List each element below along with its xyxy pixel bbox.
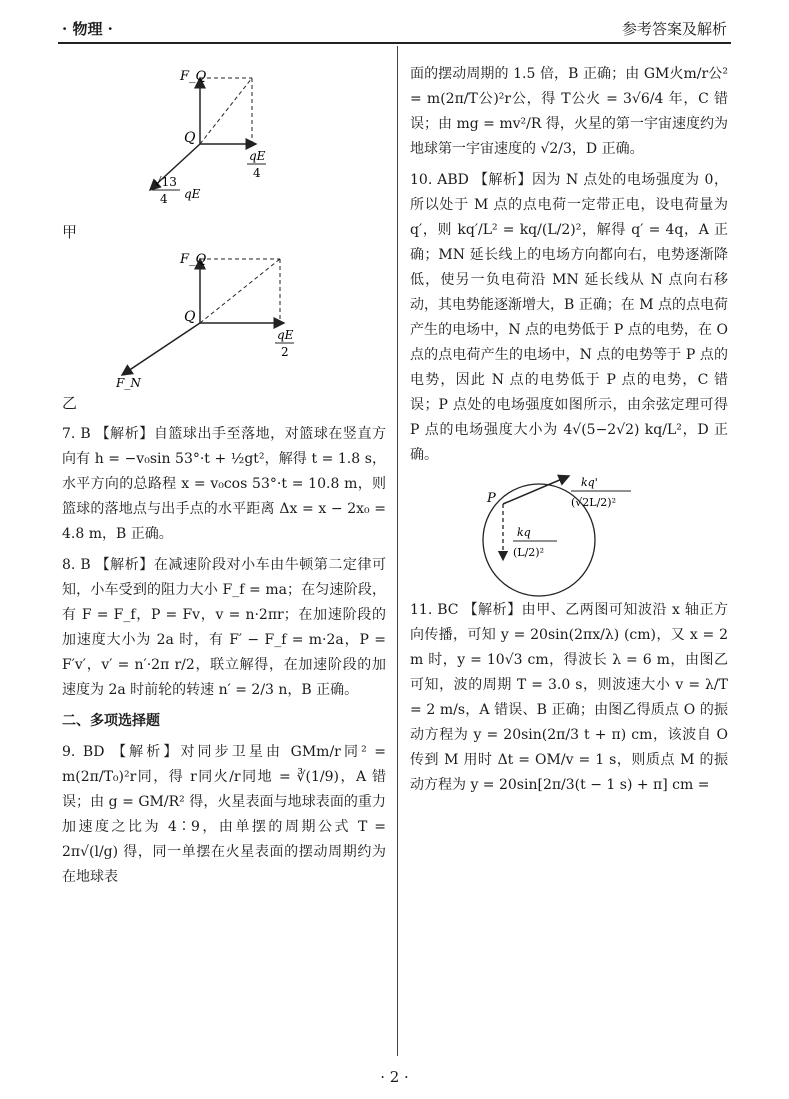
p-point-label: P <box>487 491 496 506</box>
q-point-label: Q <box>184 309 196 325</box>
fq-label: F_Q <box>180 252 207 267</box>
force-diagram-jia <box>94 62 354 220</box>
figure-caption-jia: 甲 <box>62 223 78 241</box>
document-title: 参考答案及解析 <box>621 20 727 38</box>
qe-label: qE <box>249 149 266 163</box>
q-point-label: Q <box>184 130 196 146</box>
kq1-denominator: (√2L/2)² <box>571 496 617 509</box>
answer-9-continued: 面的摆动周期的 1.5 倍，B 正确；由 GM火m/r公² = m(2π/T公)²r公，得 T公火 = 3√6/4 年，C 错误；由 mg = mv²/R 得，火星的第一宇宙速度约为地球第一宇宙速度的 √2/3，D 正确。 <box>410 66 728 157</box>
column-divider <box>397 46 398 1056</box>
kq2-label: kq <box>517 526 531 539</box>
answer-10: 10. ABD 【解析】因为 N 点处的电场强度为 0，所以处于 M 点的点电荷一定带正电，设电荷量为 q′，则 kq′/L² = kq/(L/2)²，解得 q′ = 4q，A 正确；MN 延长线上的电场方向都向右，电势逐渐降低，使另一负电荷沿 MN 延长线从 N 点向右移动，其电势能逐渐增大，B 正确；在 M 点的点电荷产生的电场中，N 点的电势低于 P 点的电势，在 O 点的点电荷产生的电场中，N 点的电势等于 P 点的电势，因此 N 点的电势低于 P 点的电势，C 错误；P 点处的电场强度如图所示，由余弦定理可得 P 点的电场强度大小为 4√(5−2√2) kq/L²，D 正确。 <box>410 172 728 463</box>
fn-qe: qE <box>184 187 201 201</box>
answer-9: 9. BD 【解析】对同步卫星由 GMm/r同² = m(2π/T₀)²r同，得 r同火/r同地 = ∛(1/9)，A 错误；由 g = GM/R² 得，火星表面与地球表面的重力加速度之比为 4∶9，由单摆的周期公式 T = 2π√(l/g) 得，同一单摆在火星表面的摆动周期约为在地球表 <box>62 744 386 885</box>
subject-label: · 物理 · <box>62 20 113 38</box>
header-rule <box>58 42 731 44</box>
left-column <box>62 62 386 896</box>
fn-denominator: 4 <box>160 192 168 206</box>
kq2-denominator: (L/2)² <box>513 546 545 559</box>
fq-label: F_Q <box>180 69 207 84</box>
page-number: · 2 · <box>380 1068 409 1086</box>
qe-label: qE <box>277 328 294 342</box>
answer-11: 11. BC 【解析】由甲、乙两图可知波沿 x 轴正方向传播，可知 y = 20sin(2πx/λ) (cm)，又 x = 2 m 时，y = 10√3 cm，得波长 λ = 6 m，由图乙可知，波的周期 T = 3.0 s，则波速大小 v = λ/T = 2 m/s，A 错误、B 正确；由图乙得质点 O 的振动方程为 y = 20sin(2π/3 t + π) cm，该波自 O 传到 M 用时 Δt = OM/v = 1 s，则质点 M 的振动方程为 y = 20sin[2π/3(t − 1 s) + π] cm = <box>410 602 728 793</box>
qe-denominator: 4 <box>253 166 261 180</box>
force-diagram-yi <box>94 251 354 391</box>
fn-label: F_N <box>116 376 141 390</box>
section-heading: 二、多项选择题 <box>62 713 160 729</box>
fn-numerator: √13 <box>154 175 177 189</box>
figure-caption-yi: 乙 <box>62 394 78 412</box>
right-column <box>410 62 728 804</box>
answer-7: 7. B 【解析】自篮球出手至落地，对篮球在竖直方向有 h = −v₀sin 53°·t + ½gt²，解得 t = 1.8 s，水平方向的总路程 x = v₀cos 53°·t = 10.8 m，则篮球的落地点与出手点的水平距离 Δx = x − 2x₀ = 4.8 m，B 正确。 <box>62 426 386 542</box>
qe-denominator: 2 <box>281 345 289 359</box>
field-strength-diagram <box>459 474 679 598</box>
answer-8: 8. B 【解析】在减速阶段对小车由牛顿第二定律可知，小车受到的阻力大小 F_f = ma；在匀速阶段，有 F = F_f，P = Fv，v = n·2πr；在加速阶段的加速度大小为 2a 时，有 F′ − F_f = m·2a，P = F′v′，v′ = n′·2π r/2，联立解得，在加速阶段的加速度为 2a 时前轮的转速 n′ = 2/3 n，B 正确。 <box>62 557 386 698</box>
kq1-label: kq' <box>581 476 598 489</box>
